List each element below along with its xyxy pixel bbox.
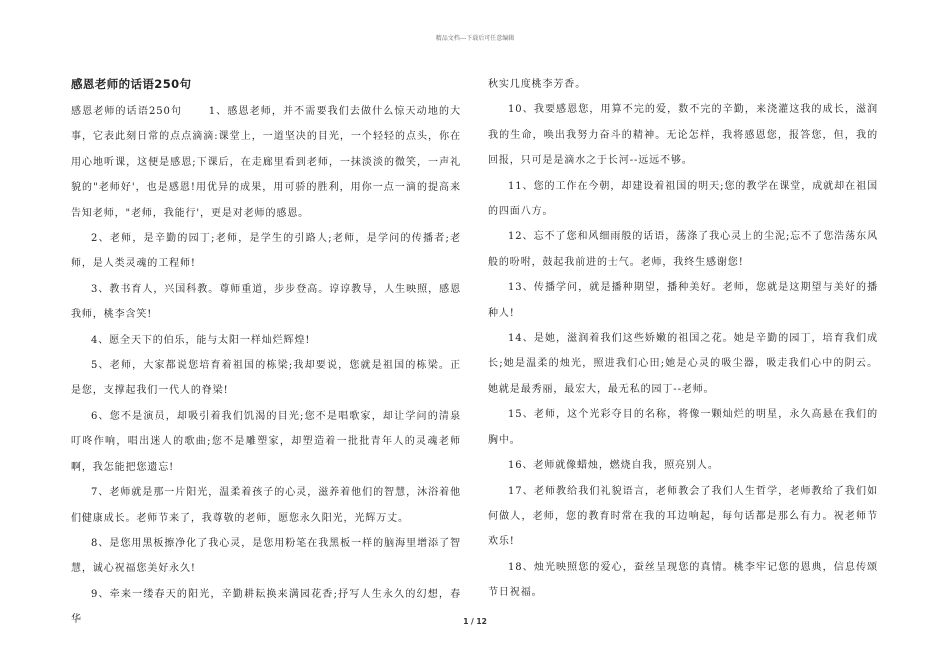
paragraph: 18、烛光映照您的爱心，蚕丝呈现您的真情。桃李牢记您的恩典，信息传颂节日祝福。 [488,561,878,599]
paragraph: 11、您的工作在今朝，却建设着祖国的明天;您的教学在课堂，成就却在祖国的四面八方。 [488,180,878,218]
paragraph: 15、老师，这个光彩夺目的名称，将像一颗灿烂的明星，永久高悬在我们的胸中。 [488,409,878,446]
paragraph: 7、老师就是那一片阳光，温柔着孩子的心灵，滋养着他们的智慧，沐浴着他们健康成长。老师节来了，我尊敬的老师，愿您永久阳光，光辉万丈。 [71,487,461,524]
paragraph: 2、老师，是辛勤的园丁;老师，是学生的引路人;老师，是学问的传播者;老师，是人类灵魂的工程师! [71,233,461,270]
paragraph: 13、传播学问，就是播种期望，播种美好。老师，您就是这期望与美好的播种人! [488,282,878,319]
document-title: 感恩老师的话语250句 [71,77,192,91]
paragraph: 3、教书育人，兴国科教。尊师重道，步步登高。谆谆教导，人生映照，感恩我师，桃李含笑! [71,283,461,321]
paragraph: 5、老师，大家都说您培育着祖国的栋梁;我却要说，您就是祖国的栋梁。正是您，支撑起我们一代人的脊梁! [71,360,461,397]
paragraph: 16、老师就像蜡烛，燃烧自我，照亮别人。 [508,460,719,472]
header-note: 精品文档---下载后可任意编辑 [435,35,515,42]
paragraph: 14、是她，滋润着我们这些娇嫩的祖国之花。她是辛勤的园丁，培育我们成长;她是温柔的烛光，照进我们心田;她是心灵的吸尘器，吸走我们心中的阴云。她就是最秀丽，最宏大，最无私的园丁--老师。 [488,333,878,395]
paragraph: 10、我要感恩您，用算不完的爱，数不完的辛勤，来浇灌这我的成长，滋润我的生命，唤出我努力奋斗的精神。无论怎样，我将感恩您，报答您，但，我的回报，只可是是滴水之于长河--远远不够。 [488,104,878,167]
paragraph: 感恩老师的话语250句 1、感恩老师，并不需要我们去做什么惊天动地的大事，它表此刻日常的点点滴滴:课堂上，一道坚决的目光，一个轻轻的点头，你在用心地听课，这便是感恩;下课后，在走廊里看到老师，一抹淡淡的微笑，一声礼貌的"老师好'，也是感恩!用优异的成果，用可骄的胜利，用你一点一滴的提高来告知老师，"老师，我能行'，更是对老师的感恩。 [71,106,461,219]
page-number: 1 / 12 [463,617,487,626]
paragraph: 4、愿全天下的伯乐，能与太阳一样灿烂辉煌! [91,334,311,346]
paragraph: 9、牵来一缕春天的阳光，辛勤耕耘换来满园花香;抒写人生永久的幻想，春华 [71,588,461,626]
paragraph: 17、老师教给我们礼貌语言，老师教会了我们人生哲学，老师教给了我们如何做人，老师，您的教育时常在我的耳边响起，每句话都是那么有力。祝老师节欢乐! [488,485,878,548]
paragraph: 8、是您用黑板擦净化了我心灵，是您用粉笔在我黑板一样的脑海里增添了智慧，诚心祝福您美好永久! [71,537,461,575]
left-column-body [71,99,461,633]
right-column-body [488,72,878,606]
paragraph: 12、忘不了您和风细雨般的话语，荡涤了我心灵上的尘泥;忘不了您浩荡东风般的吩咐，鼓起我前进的士气。老师，我终生感谢您! [488,231,878,268]
paragraph: 6、您不是演员，却吸引着我们饥渴的目光;您不是唱歌家，却让学问的清泉叮咚作响，唱出迷人的歌曲;您不是雕塑家，却塑造着一批批青年人的灵魂老师啊，我怎能把您遗忘! [71,410,461,473]
paragraph: 秋实几度桃李芳香。 [488,79,587,90]
left-column [71,72,461,633]
right-column [488,72,878,606]
